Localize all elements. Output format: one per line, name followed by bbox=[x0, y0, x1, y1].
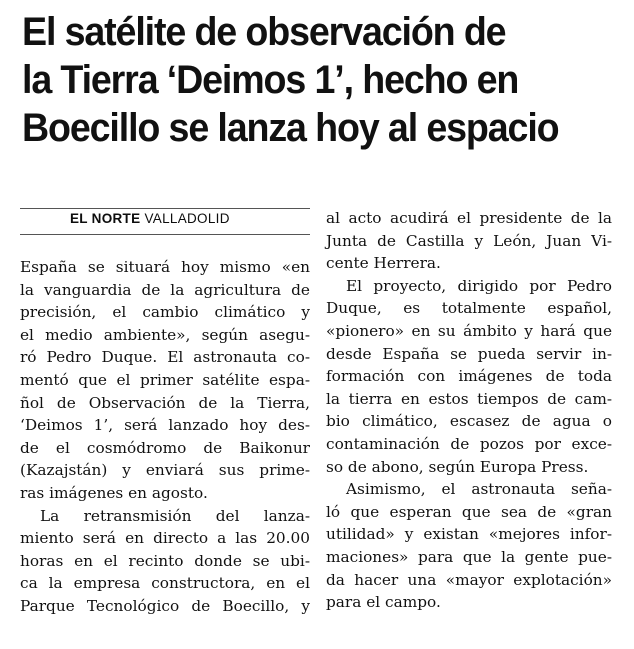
text-line: La retransmisión del lanza- bbox=[40, 506, 310, 525]
text-line: contaminación de pozos por exce- bbox=[326, 434, 612, 453]
paragraph bbox=[20, 505, 310, 618]
text-line: Junta de Castilla y León, Juan Vi- bbox=[326, 231, 612, 250]
text-line: Parque Tecnológico de Boecillo, y bbox=[20, 596, 310, 615]
text-line: cente Herrera. bbox=[326, 254, 441, 273]
text-line: horas en el recinto donde se ubi- bbox=[20, 551, 310, 570]
byline bbox=[70, 210, 230, 228]
text-line: desde España se pueda servir in- bbox=[326, 344, 612, 363]
text-line: da hacer una «mayor explotación» bbox=[326, 570, 612, 589]
text-line: ló que esperan que sea de «gran bbox=[326, 502, 612, 521]
text-line: precisión, el cambio climático y bbox=[20, 303, 310, 322]
text-line: ró Pedro Duque. El astronauta co- bbox=[20, 348, 310, 367]
text-line: maciones» para que la gente pue- bbox=[326, 547, 612, 566]
text-line: «pionero» en su ámbito y hará que bbox=[326, 321, 612, 340]
text-line: ñol de Observación de la Tierra, bbox=[20, 393, 310, 412]
article-column-right bbox=[326, 207, 612, 614]
paragraph bbox=[326, 275, 612, 478]
text-line: ‘Deimos 1’, será lanzado hoy des- bbox=[20, 416, 310, 435]
text-line: ca la empresa constructora, en el bbox=[20, 574, 310, 593]
byline-divider-top bbox=[20, 208, 310, 209]
text-line: para el campo. bbox=[326, 593, 441, 612]
text-line: (Kazajstán) y enviará sus prime- bbox=[20, 461, 310, 480]
byline-place: VALLADOLID bbox=[144, 211, 230, 226]
text-line: Duque, es totalmente español, bbox=[326, 299, 612, 318]
text-line: la vanguardia de la agricultura de bbox=[20, 280, 310, 299]
text-line: de el cosmódromo de Baikonur bbox=[20, 438, 310, 457]
article-column-left bbox=[20, 256, 310, 618]
text-line: la tierra en estos tiempos de cam- bbox=[326, 389, 612, 408]
text-line: el medio ambiente», según asegu- bbox=[20, 325, 310, 344]
headline-line: la Tierra ‘Deimos 1’, hecho en bbox=[22, 58, 519, 102]
byline-source: EL NORTE bbox=[70, 211, 141, 226]
paragraph bbox=[20, 256, 310, 505]
text-line: al acto acudirá el presidente de la bbox=[326, 209, 612, 227]
text-line: bio climático, escasez de agua o bbox=[326, 412, 612, 431]
headline-line: El satélite de observación de bbox=[22, 10, 506, 54]
text-line: Asimismo, el astronauta seña- bbox=[346, 480, 612, 499]
paragraph bbox=[326, 207, 612, 275]
byline-divider-bottom bbox=[20, 234, 310, 235]
text-line: utilidad» y existan «mejores infor- bbox=[326, 525, 612, 544]
text-line: miento será en directo a las 20.00 bbox=[20, 529, 310, 548]
text-line: España se situará hoy mismo «en bbox=[20, 258, 310, 276]
text-line: El proyecto, dirigido por Pedro bbox=[346, 276, 612, 295]
text-line: so de abono, según Europa Press. bbox=[326, 457, 589, 476]
text-line: ras imágenes en agosto. bbox=[20, 483, 208, 502]
headline-line: Boecillo se lanza hoy al espacio bbox=[22, 106, 559, 150]
headline bbox=[22, 8, 586, 152]
text-line: mentó que el primer satélite espa- bbox=[20, 370, 310, 389]
text-line: formación con imágenes de toda bbox=[326, 367, 612, 386]
paragraph bbox=[326, 478, 612, 614]
